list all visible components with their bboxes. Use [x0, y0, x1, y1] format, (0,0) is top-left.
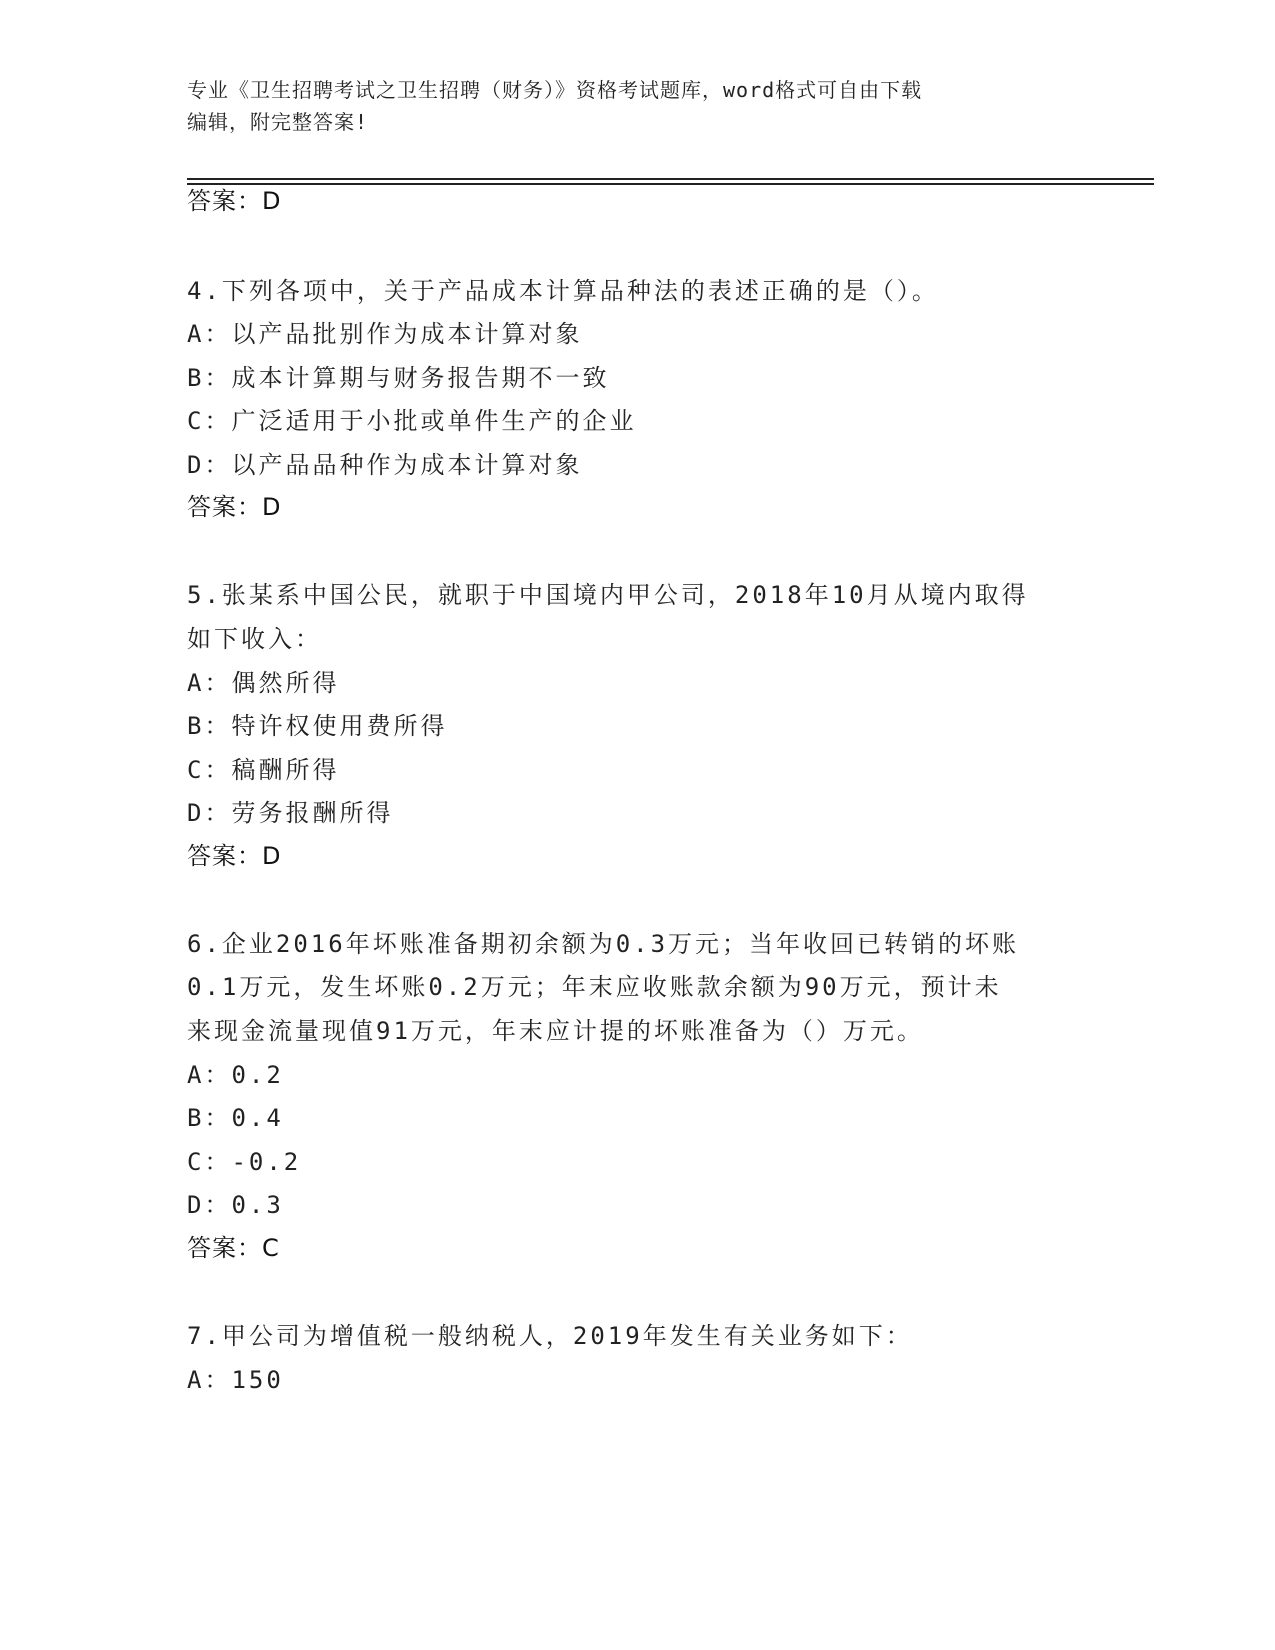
question-4-option-a: A：以产品批别作为成本计算对象: [187, 320, 583, 348]
question-5-stem-line-1: 5.张某系中国公民，就职于中国境内甲公司，2018年10月从境内取得: [187, 581, 1029, 609]
question-5-option-a: A：偶然所得: [187, 669, 340, 697]
question-5-option-b: B：特许权使用费所得: [187, 712, 448, 740]
header-divider-top: [187, 178, 1154, 180]
question-6-stem-line-1: 6.企业2016年坏账准备期初余额为0.3万元；当年收回已转销的坏账: [187, 930, 1020, 958]
question-6-option-d: D：0.3: [187, 1191, 284, 1219]
question-5-stem-line-2: 如下收入：: [187, 625, 322, 653]
question-4-option-c: C：广泛适用于小批或单件生产的企业: [187, 407, 637, 435]
question-7-option-a: A：150: [187, 1366, 284, 1394]
question-7-stem-line-1: 7.甲公司为增值税一般纳税人，2019年发生有关业务如下：: [187, 1322, 913, 1350]
question-5-option-c: C：稿酬所得: [187, 756, 340, 784]
question-6-stem-line-2: 0.1万元，发生坏账0.2万元；年末应收账款余额为90万元，预计未: [187, 973, 1002, 1001]
question-6-option-b: B：0.4: [187, 1104, 284, 1132]
question-6-option-a: A：0.2: [187, 1061, 284, 1089]
answer-previous: 答案：D: [187, 187, 282, 215]
question-4-stem-line-1: 4.下列各项中，关于产品成本计算品种法的表述正确的是（）。: [187, 277, 939, 305]
question-4-option-d: D：以产品品种作为成本计算对象: [187, 451, 583, 479]
question-5-answer: 答案：D: [187, 842, 282, 870]
question-6-option-c: C：-0.2: [187, 1148, 302, 1176]
header-line-1: 专业《卫生招聘考试之卫生招聘（财务）》资格考试题库，word格式可自由下载: [187, 78, 923, 102]
question-6-stem-line-3: 来现金流量现值91万元，年末应计提的坏账准备为（）万元。: [187, 1017, 924, 1045]
question-4-answer: 答案：D: [187, 493, 282, 521]
header-divider-bottom: [187, 183, 1154, 185]
header-line-2: 编辑，附完整答案!: [187, 110, 369, 134]
question-4-option-b: B：成本计算期与财务报告期不一致: [187, 364, 610, 392]
question-6-answer: 答案：C: [187, 1234, 280, 1262]
document-header: [187, 74, 1087, 138]
question-5-option-d: D：劳务报酬所得: [187, 799, 394, 827]
